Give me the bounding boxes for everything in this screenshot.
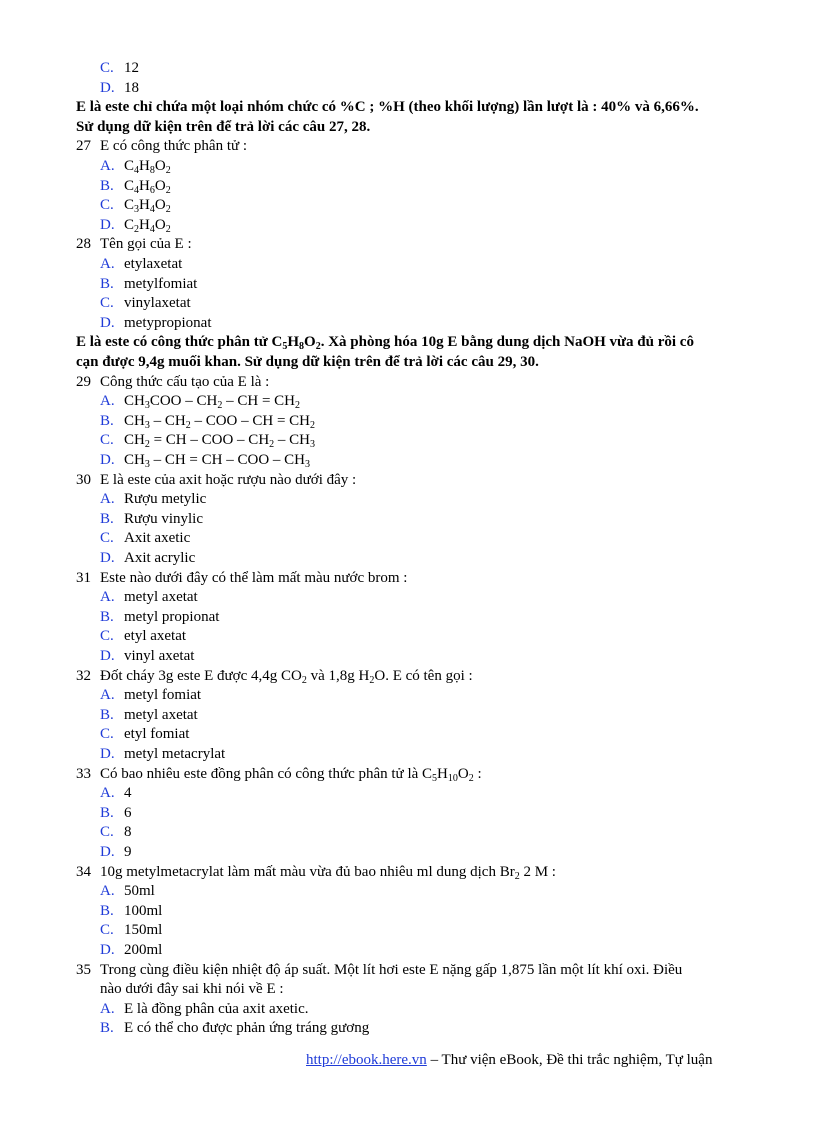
answer-option: [100, 1000, 309, 1020]
option-text: $CH_3$ – CH = CH – COO – $CH_3$: [124, 452, 310, 470]
option-text: Axit axetic: [124, 530, 191, 547]
answer-option: [100, 216, 171, 236]
option-text: $CH_2$ = CH – COO – $CH_2 - CH_3$: [124, 432, 315, 451]
option-text: metypropionat: [124, 314, 212, 331]
option-letter: A.: [100, 589, 115, 606]
option-letter: C.: [100, 197, 114, 214]
option-letter: B.: [100, 1020, 114, 1037]
answer-option: [100, 510, 203, 530]
question-number: 35: [76, 961, 91, 978]
option-text: 12: [124, 60, 139, 76]
instruction-text: E là este có công thức phân tử $C_5H_8O_2$. Xà phòng hóa 10g E bằng dung dịch NaOH vừa đủ rồi cô: [76, 334, 694, 353]
option-text: metyl metacrylat: [124, 746, 226, 762]
question: [76, 765, 482, 785]
option-text: $CH_3COO - CH_2$ – CH = $CH_2$: [124, 393, 300, 412]
option-letter: C.: [100, 60, 114, 76]
answer-option: [100, 412, 315, 432]
question: [76, 961, 682, 981]
question: [76, 137, 247, 157]
answer-option: [100, 294, 191, 314]
option-letter: D.: [100, 216, 115, 233]
option-text: Rượu metylic: [124, 491, 207, 508]
answer-option: [100, 608, 219, 628]
answer-option: [100, 843, 132, 863]
option-text: E là đồng phân của axit axetic.: [124, 1000, 309, 1017]
option-letter: D.: [100, 550, 115, 566]
question: [76, 667, 473, 687]
option-text: etylaxetat: [124, 256, 183, 272]
question-number: 32: [76, 667, 91, 684]
question-text: Có bao nhiêu este đồng phân có công thức phân tử là $C_5H_{10}O_2$ :: [100, 765, 482, 784]
option-letter: D.: [100, 942, 115, 958]
answer-option: [100, 157, 171, 177]
question-number: 28: [76, 236, 91, 253]
footer-link[interactable]: http://ebook.here.vn: [306, 1052, 427, 1068]
instruction-text: E là este chỉ chứa một loại nhóm chức có %C ; %H (theo khối lượng) lần lượt là : 40% và 6,66%.: [76, 99, 699, 116]
answer-option: [100, 177, 171, 197]
option-text: vinyl axetat: [124, 648, 195, 664]
answer-option: [100, 804, 132, 824]
option-letter: A.: [100, 1000, 115, 1017]
answer-option: [100, 275, 197, 295]
answer-option: [100, 941, 162, 961]
option-text: 9: [124, 844, 132, 860]
answer-option: [100, 1019, 369, 1039]
footer-text: – Thư viện eBook, Đề thi trắc nghiệm, Tự luận: [426, 1052, 713, 1068]
option-letter: C.: [100, 824, 114, 841]
option-letter: C.: [100, 922, 114, 939]
option-letter: B.: [100, 177, 114, 194]
option-letter: A.: [100, 491, 115, 508]
option-letter: A.: [100, 158, 115, 174]
option-text: metyl propionat: [124, 608, 220, 625]
instruction-text: Sử dụng dữ kiện trên để trả lời các câu 27, 28.: [76, 118, 371, 135]
answer-option: [100, 784, 132, 804]
answer-option: [100, 314, 211, 334]
answer-option: [100, 706, 198, 726]
question-number: 29: [76, 373, 91, 390]
question-text: 10g metylmetacrylat làm mất màu vừa đủ bao nhiêu ml dung dịch $Br_2$ 2 M :: [100, 863, 556, 882]
option-letter: A.: [100, 256, 115, 272]
option-text: etyl fomiat: [124, 726, 190, 743]
option-text: $CH_3 - CH_2$ – COO – CH = $CH_2$: [124, 412, 315, 431]
question-text: Trong cùng điều kiện nhiệt độ áp suất. Một lít hơi este E nặng gấp 1,875 lần một lít khí oxi. Điều: [100, 961, 683, 978]
option-letter: A.: [100, 883, 115, 900]
answer-option: [100, 686, 201, 706]
option-letter: B.: [100, 510, 114, 527]
answer-option: [100, 196, 171, 216]
option-letter: D.: [100, 648, 115, 664]
option-text: etyl axetat: [124, 628, 187, 645]
option-text: Axit acrylic: [124, 550, 196, 566]
answer-option: [100, 431, 315, 451]
option-text: 8: [124, 824, 132, 841]
option-text: 4: [124, 785, 132, 802]
answer-option: [100, 647, 194, 667]
option-text: $C_4H_6O_2$: [124, 177, 171, 196]
option-letter: A.: [100, 393, 115, 410]
answer-option: [100, 255, 182, 275]
question-number: 30: [76, 471, 91, 488]
option-text: metyl axetat: [124, 706, 198, 723]
option-text: metylfomiat: [124, 275, 198, 292]
question-number: 33: [76, 765, 91, 782]
question-text: E có công thức phân tử :: [100, 138, 248, 155]
question-text: Este nào dưới đây có thể làm mất màu nước brom :: [100, 569, 408, 586]
question-number: 34: [76, 863, 91, 880]
option-text: 50ml: [124, 883, 155, 900]
answer-option: [100, 823, 132, 843]
option-letter: D.: [100, 452, 115, 468]
question-text: E là este của axit hoặc rượu nào dưới đây :: [100, 471, 357, 488]
question: [76, 373, 269, 393]
option-letter: B.: [100, 412, 114, 429]
option-letter: C.: [100, 726, 114, 743]
answer-option: [100, 745, 225, 765]
question-text: Đốt cháy 3g este E được 4,4g $CO_2$ và 1,8g $H_2O$. E có tên gọi :: [100, 667, 473, 686]
answer-option: [100, 882, 155, 902]
option-text: 18: [124, 79, 139, 96]
option-letter: C.: [100, 628, 114, 645]
question: [76, 235, 192, 255]
answer-option: [100, 392, 300, 412]
question-text-continued: nào dưới đây sai khi nói về E :: [100, 981, 284, 998]
option-letter: B.: [100, 706, 114, 723]
option-letter: A.: [100, 687, 115, 704]
answer-option: [100, 549, 195, 569]
option-letter: D.: [100, 314, 115, 331]
answer-option: [100, 529, 190, 549]
option-letter: D.: [100, 746, 115, 762]
option-text: vinylaxetat: [124, 295, 191, 312]
option-text: $C_4H_8O_2$: [124, 158, 171, 176]
option-letter: C.: [100, 295, 114, 312]
option-letter: D.: [100, 844, 115, 860]
option-text: $C_2H_4O_2$: [124, 216, 171, 235]
option-text: $C_3H_4O_2$: [124, 197, 171, 216]
option-letter: B.: [100, 608, 114, 625]
option-text: 6: [124, 804, 132, 821]
answer-option: [100, 79, 139, 99]
option-letter: D.: [100, 79, 115, 96]
answer-option: [100, 902, 162, 922]
option-text: metyl axetat: [124, 589, 198, 606]
answer-option: [100, 490, 206, 510]
option-text: 200ml: [124, 942, 163, 958]
option-text: E có thể cho được phản ứng tráng gương: [124, 1020, 370, 1037]
option-text: 100ml: [124, 902, 163, 919]
question: [76, 471, 356, 491]
page-footer: [306, 1052, 712, 1069]
option-letter: B.: [100, 804, 114, 821]
answer-option: [100, 627, 186, 647]
answer-option: [100, 588, 198, 608]
answer-option: [100, 451, 310, 471]
option-text: 150ml: [124, 922, 163, 939]
question-number: 27: [76, 138, 91, 155]
option-letter: C.: [100, 432, 114, 449]
answer-option: [100, 59, 139, 79]
option-text: Rượu vinylic: [124, 510, 203, 527]
answer-option: [100, 921, 162, 941]
option-letter: C.: [100, 530, 114, 547]
answer-option: [100, 725, 189, 745]
option-letter: B.: [100, 902, 114, 919]
question-text: Công thức cấu tạo của E là :: [100, 373, 270, 390]
question-number: 31: [76, 569, 91, 586]
instruction-text: cạn được 9,4g muối khan. Sử dụng dữ kiện trên để trả lời các câu 29, 30.: [76, 354, 539, 370]
option-letter: A.: [100, 785, 115, 802]
question: [76, 863, 556, 883]
question-text: Tên gọi của E :: [100, 236, 192, 253]
option-letter: B.: [100, 275, 114, 292]
question: [76, 569, 407, 589]
option-text: metyl fomiat: [124, 687, 202, 704]
